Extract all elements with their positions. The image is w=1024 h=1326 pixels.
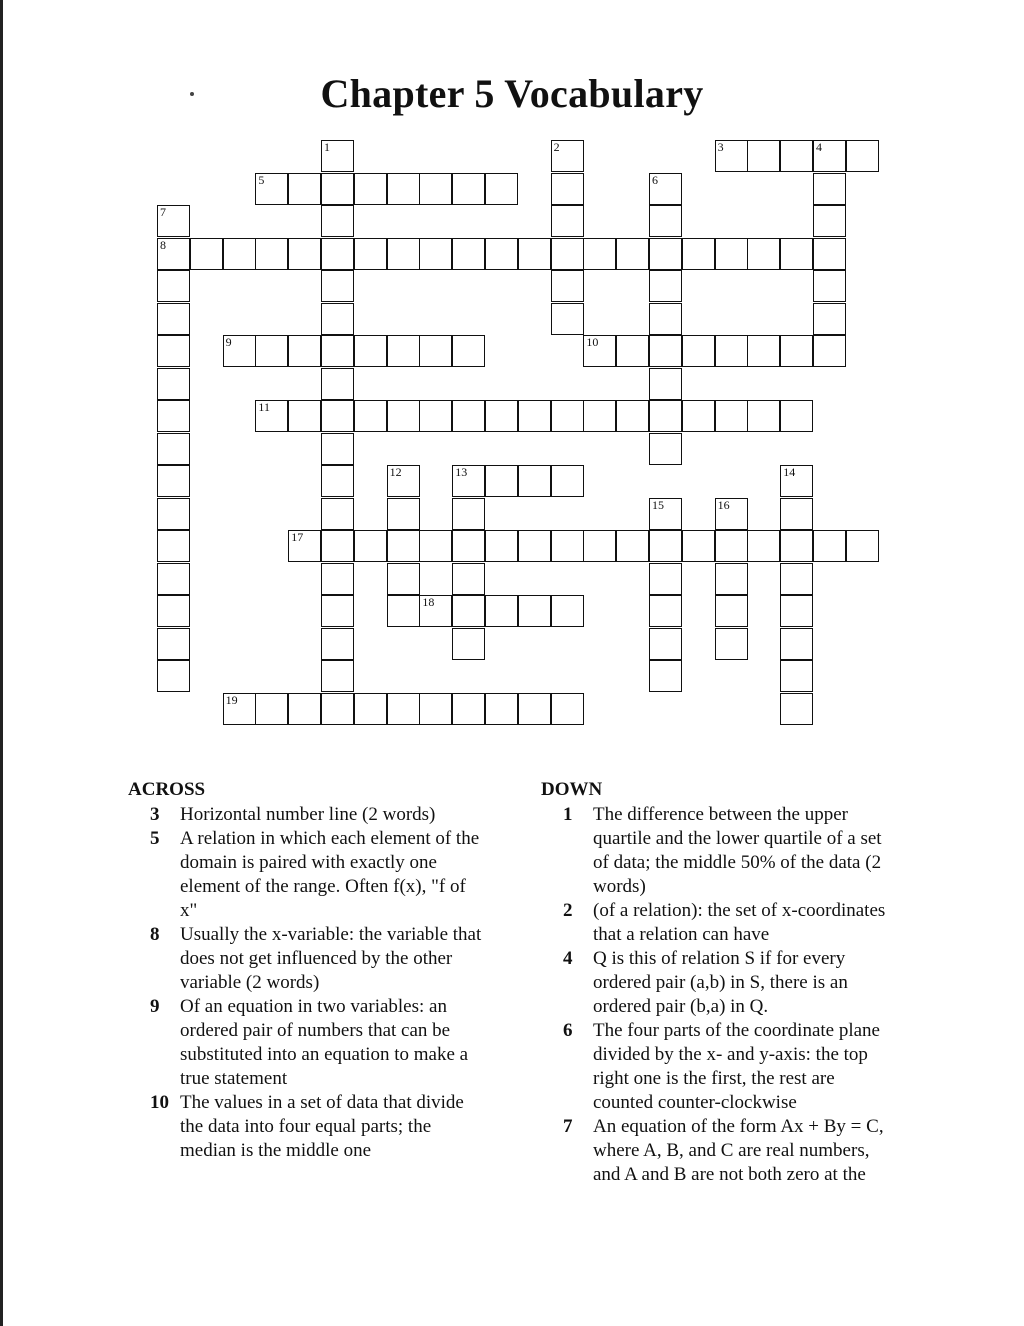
grid-cell[interactable]: [551, 205, 584, 237]
clue-text-line: Q is this of relation S if for every: [593, 948, 846, 969]
clue-text-line: substituted into an equation to make a: [180, 1044, 469, 1065]
clue-text-line: The four parts of the coordinate plane: [593, 1020, 880, 1041]
grid-cell[interactable]: [780, 400, 813, 432]
clue-text-line: element of the range. Often f(x), "f of: [180, 876, 466, 897]
grid-cell[interactable]: [780, 140, 813, 172]
grid-cell[interactable]: [747, 530, 780, 562]
grid-cell[interactable]: [813, 270, 846, 302]
grid-cell[interactable]: [288, 400, 321, 432]
grid-cell[interactable]: [354, 530, 387, 562]
grid-cell[interactable]: [649, 238, 682, 270]
grid-cell[interactable]: [321, 628, 354, 660]
across-clues: [128, 778, 508, 1163]
grid-cell[interactable]: [223, 335, 256, 367]
grid-cell[interactable]: [747, 140, 780, 172]
grid-cell[interactable]: [485, 400, 518, 432]
grid-cell[interactable]: [419, 693, 452, 725]
clue-label-number: 3: [150, 804, 160, 825]
grid-cell[interactable]: [321, 400, 354, 432]
clue-label-number: 1: [563, 804, 573, 825]
grid-cell[interactable]: [387, 595, 420, 627]
grid-cell[interactable]: [583, 335, 616, 367]
grid-cell[interactable]: [223, 693, 256, 725]
clue-label-number: 10: [150, 1092, 169, 1113]
grid-cell[interactable]: [157, 660, 190, 692]
clue-number: 16: [717, 497, 730, 512]
grid-cell[interactable]: [649, 660, 682, 692]
grid-cell[interactable]: [813, 140, 846, 172]
clue-text-line: (of a relation): the set of x-coordinates: [593, 900, 886, 921]
clue-text-line: ordered pair (b,a) in Q.: [593, 996, 769, 1017]
grid-cell[interactable]: [354, 238, 387, 270]
across-heading: ACROSS: [128, 779, 206, 800]
grid-cell[interactable]: [715, 530, 748, 562]
grid-cell[interactable]: [419, 173, 452, 205]
grid-cell[interactable]: [485, 238, 518, 270]
grid-cell[interactable]: [452, 530, 485, 562]
clue-number: 7: [160, 205, 166, 219]
grid-cell[interactable]: [551, 465, 584, 497]
grid-cell[interactable]: [551, 530, 584, 562]
clue-number: 13: [455, 465, 468, 479]
grid-cell[interactable]: [485, 595, 518, 627]
grid-cell[interactable]: [419, 595, 452, 627]
grid-cell[interactable]: [682, 335, 715, 367]
grid-cell[interactable]: [157, 530, 190, 562]
grid-cell[interactable]: [780, 628, 813, 660]
grid-cell[interactable]: [255, 693, 288, 725]
clue-number: 12: [389, 465, 402, 479]
grid-cell[interactable]: [288, 173, 321, 205]
grid-cell[interactable]: [846, 140, 879, 172]
clue-text-line: Usually the x-variable: the variable that: [180, 924, 482, 945]
grid-cell[interactable]: [780, 563, 813, 595]
grid-cell[interactable]: [255, 173, 288, 205]
grid-cell[interactable]: [387, 693, 420, 725]
clue-number: 14: [783, 465, 796, 479]
clue-text-line: domain is paired with exactly one: [180, 852, 437, 873]
grid-cell[interactable]: [551, 400, 584, 432]
grid-cell[interactable]: [649, 205, 682, 237]
grid-cell[interactable]: [715, 563, 748, 595]
grid-cell[interactable]: [780, 530, 813, 562]
grid-cell[interactable]: [387, 335, 420, 367]
clue-label-number: 8: [150, 924, 160, 945]
grid-cell[interactable]: [485, 693, 518, 725]
grid-cell[interactable]: [715, 335, 748, 367]
across-clue-9: [128, 995, 508, 1091]
grid-cell[interactable]: [780, 693, 813, 725]
clue-number: 3: [717, 140, 724, 154]
grid-cell[interactable]: [813, 530, 846, 562]
across-clue-3: [128, 803, 508, 827]
grid-cell[interactable]: [354, 173, 387, 205]
grid-cell[interactable]: [485, 465, 518, 497]
grid-cell[interactable]: [780, 660, 813, 692]
grid-cell[interactable]: [321, 465, 354, 497]
grid-cell[interactable]: [321, 563, 354, 595]
grid-cell[interactable]: [157, 368, 190, 400]
clue-text-line: An equation of the form Ax + By = C,: [593, 1116, 884, 1137]
grid-cell[interactable]: [551, 173, 584, 205]
grid-cell[interactable]: [551, 595, 584, 627]
grid-cell[interactable]: [452, 238, 485, 270]
grid-cell[interactable]: [551, 238, 584, 270]
across-clue-8: [128, 923, 508, 995]
grid-cell[interactable]: [387, 530, 420, 562]
grid-cell[interactable]: [321, 368, 354, 400]
grid-cell[interactable]: [813, 238, 846, 270]
clue-text-line: where A, B, and C are real numbers,: [593, 1140, 870, 1161]
grid-cell[interactable]: [157, 563, 190, 595]
grid-cell[interactable]: [780, 335, 813, 367]
clue-text-line: that a relation can have: [593, 924, 770, 945]
grid-cell[interactable]: [321, 335, 354, 367]
clue-label-number: 4: [563, 948, 573, 969]
down-clue-list: [541, 803, 921, 1187]
grid-cell[interactable]: [321, 433, 354, 465]
clue-number: 10: [586, 335, 599, 349]
grid-cell[interactable]: [387, 238, 420, 270]
grid-cell[interactable]: [452, 693, 485, 725]
grid-cell[interactable]: [485, 530, 518, 562]
grid-cell[interactable]: [387, 465, 420, 497]
grid-cell[interactable]: [157, 238, 190, 270]
grid-cell[interactable]: [747, 335, 780, 367]
grid-cell[interactable]: [157, 433, 190, 465]
grid-cell[interactable]: [583, 400, 616, 432]
grid-cell[interactable]: [288, 238, 321, 270]
grid-cell[interactable]: [321, 205, 354, 237]
clue-number: 6: [652, 172, 658, 187]
grid-cell[interactable]: [649, 563, 682, 595]
down-heading: DOWN: [541, 779, 603, 800]
clue-text-line: median is the middle one: [180, 1140, 372, 1161]
grid-cell[interactable]: [354, 693, 387, 725]
grid-cell[interactable]: [419, 335, 452, 367]
grid-cell[interactable]: [747, 400, 780, 432]
clue-number: 18: [422, 595, 435, 609]
grid-cell[interactable]: [649, 303, 682, 335]
grid-cell[interactable]: [387, 563, 420, 595]
page-title: Chapter 5 Vocabulary: [320, 71, 704, 116]
grid-cell[interactable]: [321, 173, 354, 205]
clue-text-line: Of an equation in two variables: an: [180, 996, 447, 1017]
grid-cell[interactable]: [715, 595, 748, 627]
grid-cell[interactable]: [321, 498, 354, 530]
grid-cell[interactable]: [649, 530, 682, 562]
clue-number: 17: [291, 530, 304, 544]
grid-cell[interactable]: [583, 530, 616, 562]
clue-label-number: 7: [563, 1116, 573, 1137]
grid-cell[interactable]: [255, 400, 288, 432]
grid-cell[interactable]: [715, 238, 748, 270]
grid-cell[interactable]: [321, 660, 354, 692]
grid-cell[interactable]: [452, 465, 485, 497]
grid-cell[interactable]: [649, 628, 682, 660]
clue-text-line: A relation in which each element of the: [180, 828, 480, 849]
grid-cell[interactable]: [518, 400, 551, 432]
down-clue-7: [541, 1115, 921, 1187]
grid-cell[interactable]: [649, 400, 682, 432]
grid-cell[interactable]: [813, 303, 846, 335]
grid-cell[interactable]: [551, 693, 584, 725]
down-clues: [541, 778, 921, 1187]
grid-cell[interactable]: [649, 270, 682, 302]
clue-text-line: Horizontal number line (2 words): [180, 804, 436, 825]
grid-cell[interactable]: [190, 238, 223, 270]
grid-cell[interactable]: [649, 433, 682, 465]
across-clue-5: [128, 827, 508, 923]
grid-cell[interactable]: [649, 335, 682, 367]
grid-cell[interactable]: [780, 595, 813, 627]
grid-cell[interactable]: [649, 595, 682, 627]
grid-cell[interactable]: [616, 530, 649, 562]
grid-cell[interactable]: [452, 628, 485, 660]
grid-cell[interactable]: [518, 693, 551, 725]
grid-cell[interactable]: [321, 595, 354, 627]
clue-number: 11: [258, 400, 270, 414]
grid-cell[interactable]: [255, 238, 288, 270]
clue-number: 9: [225, 335, 232, 349]
clue-text-line: does not get influenced by the other: [180, 948, 453, 969]
grid-cell[interactable]: [780, 238, 813, 270]
clue-text-line: The difference between the upper: [593, 804, 848, 825]
clue-label-number: 6: [563, 1020, 573, 1041]
grid-cell[interactable]: [223, 238, 256, 270]
across-clue-list: [128, 803, 508, 1163]
grid-cell[interactable]: [583, 238, 616, 270]
down-clue-1: [541, 803, 921, 899]
grid-cell[interactable]: [321, 270, 354, 302]
grid-cell[interactable]: [321, 140, 354, 172]
grid-cell[interactable]: [715, 498, 748, 530]
clue-text-line: ordered pair of numbers that can be: [180, 1020, 451, 1041]
grid-cell[interactable]: [649, 368, 682, 400]
grid-cell[interactable]: [157, 465, 190, 497]
grid-cell[interactable]: [649, 498, 682, 530]
grid-cell[interactable]: [682, 400, 715, 432]
grid-cell[interactable]: [715, 140, 748, 172]
clue-text-line: and A and B are not both zero at the: [593, 1164, 866, 1185]
grid-cell[interactable]: [157, 205, 190, 237]
grid-cell[interactable]: [518, 530, 551, 562]
grid-cell[interactable]: [846, 530, 879, 562]
grid-cell[interactable]: [616, 238, 649, 270]
grid-cell[interactable]: [780, 465, 813, 497]
grid-cell[interactable]: [649, 173, 682, 205]
grid-cell[interactable]: [288, 530, 321, 562]
clue-label-number: 2: [563, 900, 573, 921]
clue-text-line: quartile and the lower quartile of a set: [593, 828, 882, 849]
down-clue-6: [541, 1019, 921, 1115]
grid-cell[interactable]: [387, 400, 420, 432]
grid-cell[interactable]: [518, 595, 551, 627]
grid-cell[interactable]: [551, 303, 584, 335]
clue-number: 4: [816, 140, 822, 154]
grid-cell[interactable]: [452, 400, 485, 432]
grid-cell[interactable]: [780, 498, 813, 530]
clue-text-line: ordered pair (a,b) in S, there is an: [593, 972, 848, 993]
clue-text-line: counted counter-clockwise: [593, 1092, 797, 1113]
grid-cell[interactable]: [255, 335, 288, 367]
grid-cell[interactable]: [419, 530, 452, 562]
grid-cell[interactable]: [715, 628, 748, 660]
grid-cell[interactable]: [518, 465, 551, 497]
clue-text-line: right one is the first, the rest are: [593, 1068, 835, 1089]
clue-text-line: the data into four equal parts; the: [180, 1116, 432, 1137]
grid-cell[interactable]: [288, 335, 321, 367]
grid-cell[interactable]: [551, 270, 584, 302]
grid-cell[interactable]: [452, 335, 485, 367]
down-clue-2: [541, 899, 921, 947]
grid-cell[interactable]: [551, 140, 584, 172]
grid-cell[interactable]: [616, 335, 649, 367]
clue-text-line: true statement: [180, 1068, 288, 1089]
grid-cell[interactable]: [485, 173, 518, 205]
clue-number: 5: [258, 172, 265, 187]
grid-cell[interactable]: [321, 238, 354, 270]
grid-cell[interactable]: [157, 303, 190, 335]
clue-text-line: of data; the middle 50% of the data (2: [593, 852, 882, 873]
clue-text-line: The values in a set of data that divide: [180, 1092, 464, 1113]
grid-cell[interactable]: [813, 335, 846, 367]
clue-text-line: variable (2 words): [180, 972, 320, 993]
grid-cell[interactable]: [452, 563, 485, 595]
grid-cell[interactable]: [288, 693, 321, 725]
clue-text-line: divided by the x- and y-axis: the top: [593, 1044, 868, 1065]
grid-cell[interactable]: [452, 173, 485, 205]
grid-cell[interactable]: [157, 498, 190, 530]
grid-cell[interactable]: [157, 595, 190, 627]
grid-cell[interactable]: [157, 628, 190, 660]
grid-cell[interactable]: [813, 173, 846, 205]
grid-cell[interactable]: [321, 693, 354, 725]
grid-cell[interactable]: [354, 335, 387, 367]
clue-label-number: 5: [150, 828, 160, 849]
grid-cell[interactable]: [387, 498, 420, 530]
grid-cell[interactable]: [321, 303, 354, 335]
down-clue-4: [541, 947, 921, 1019]
clue-number: 1: [324, 140, 330, 154]
clue-number: 8: [160, 237, 166, 252]
clue-number: 15: [652, 497, 664, 512]
across-clue-10: [128, 1091, 508, 1163]
grid-cell[interactable]: [157, 400, 190, 432]
grid-cell[interactable]: [452, 595, 485, 627]
grid-cell[interactable]: [747, 238, 780, 270]
grid-cell[interactable]: [518, 238, 551, 270]
grid-cell[interactable]: [387, 173, 420, 205]
grid-cell[interactable]: [157, 335, 190, 367]
grid-cell[interactable]: [616, 400, 649, 432]
grid-cell[interactable]: [354, 400, 387, 432]
clue-text-line: words): [593, 876, 646, 897]
grid-cell[interactable]: [157, 270, 190, 302]
grid-cell[interactable]: [715, 400, 748, 432]
clue-number: 19: [225, 692, 238, 707]
clue-label-number: 9: [150, 996, 160, 1017]
clue-text-line: x": [180, 900, 198, 921]
grid-cell[interactable]: [682, 238, 715, 270]
grid-cell[interactable]: [419, 238, 452, 270]
grid-cell[interactable]: [321, 530, 354, 562]
grid-cell[interactable]: [452, 498, 485, 530]
clue-number: 2: [553, 140, 560, 154]
grid-cell[interactable]: [419, 400, 452, 432]
grid-cell[interactable]: [682, 530, 715, 562]
grid-cell[interactable]: [813, 205, 846, 237]
